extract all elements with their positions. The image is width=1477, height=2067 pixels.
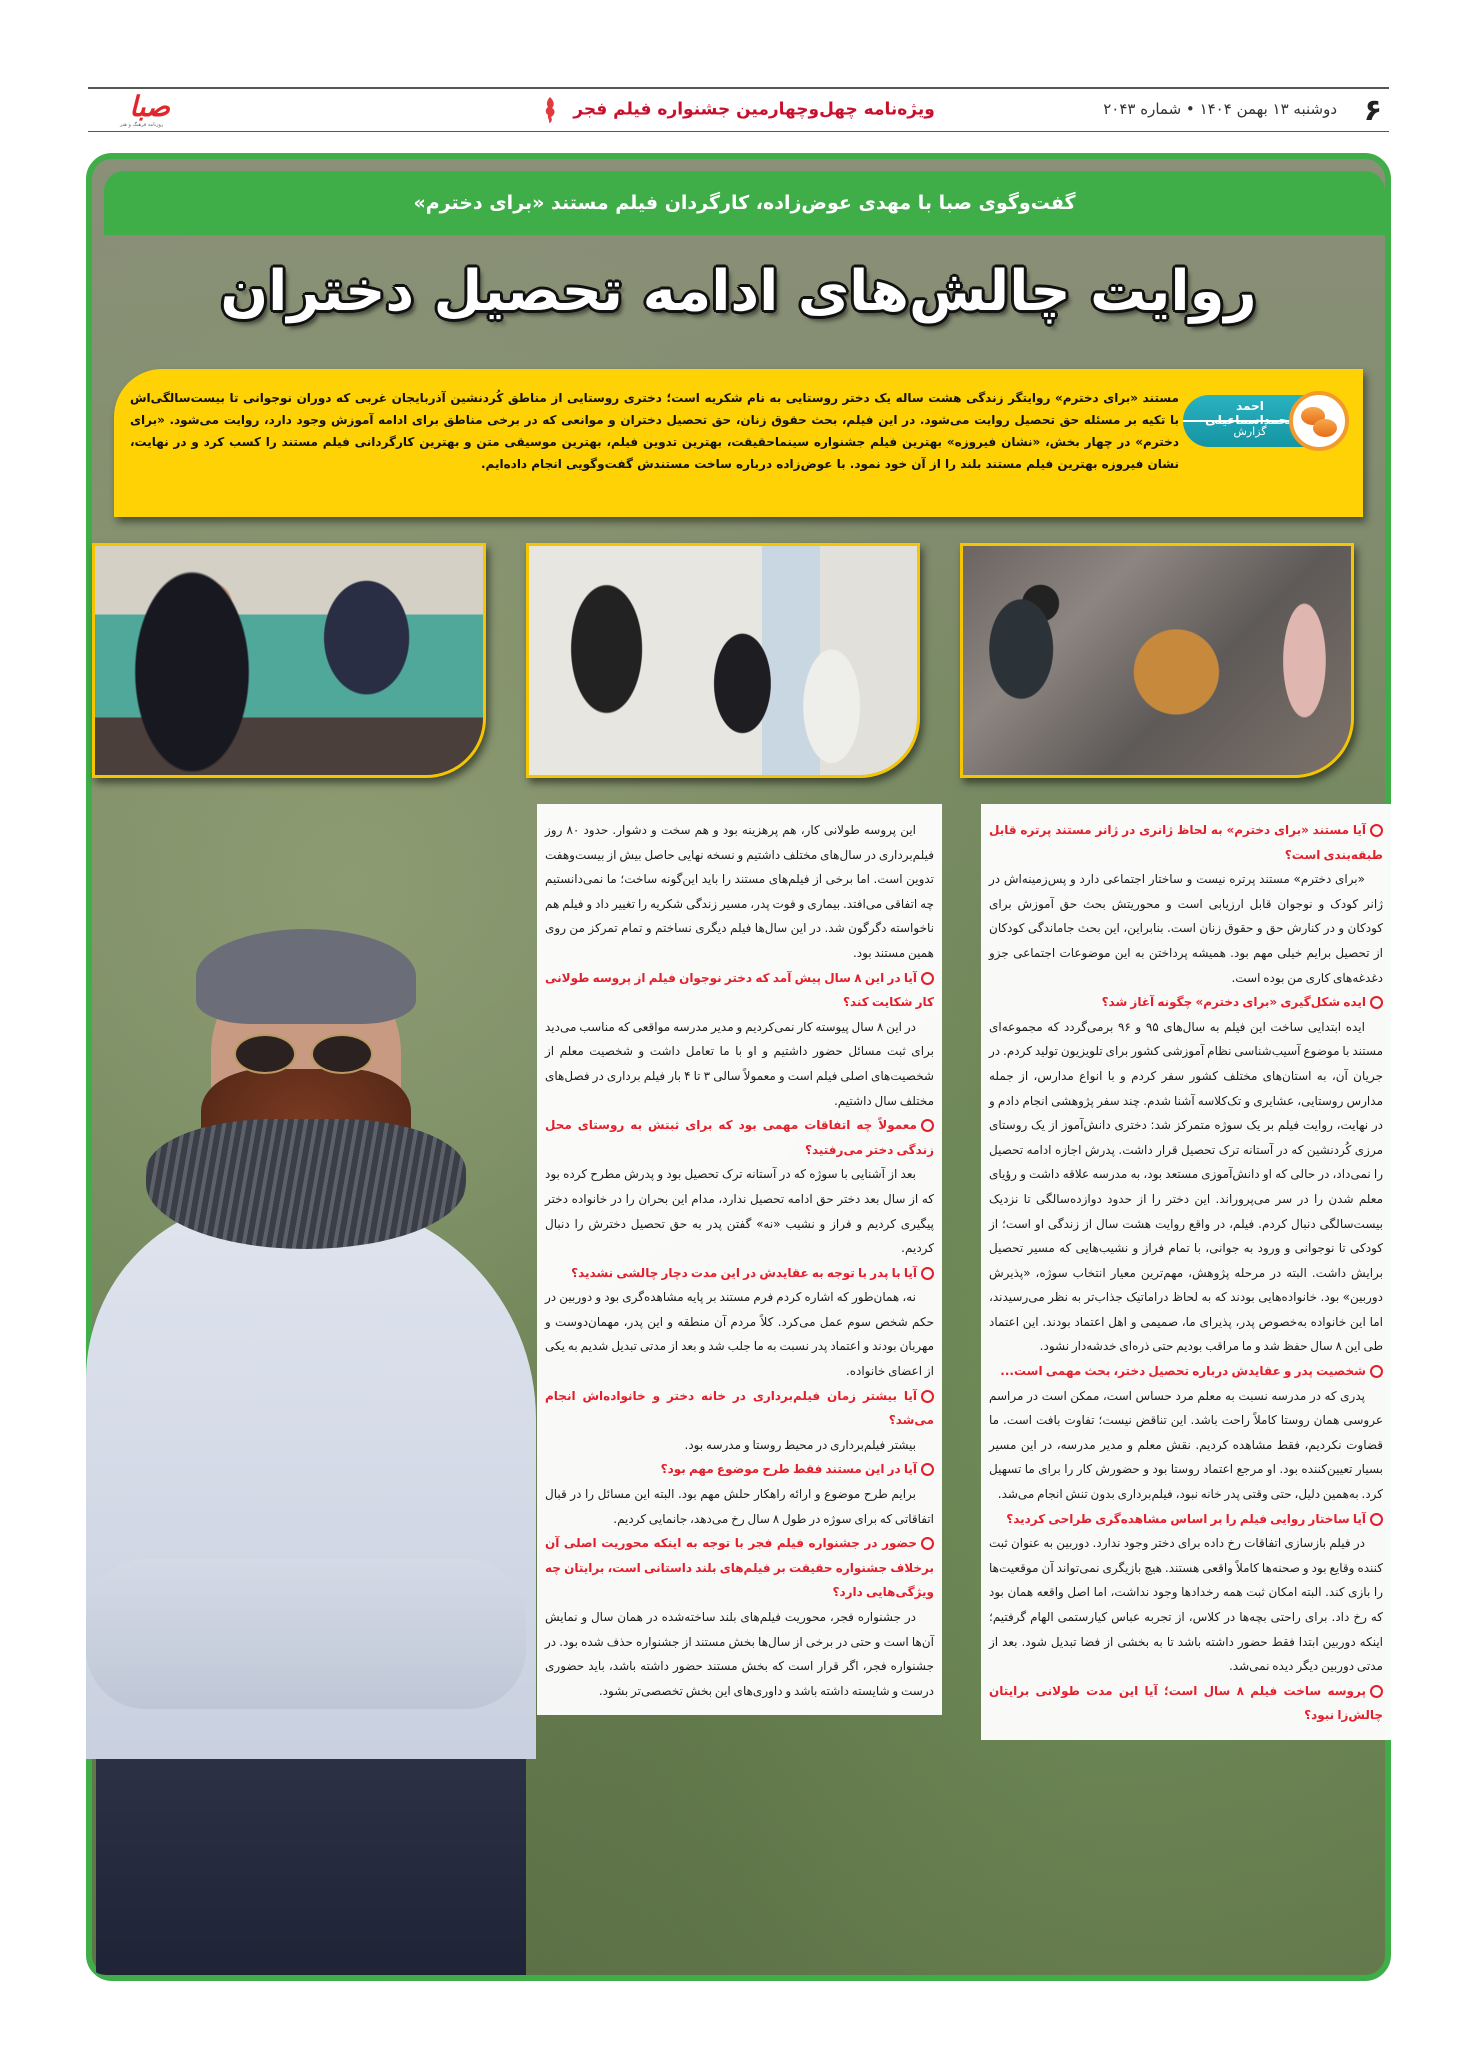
interview-answer: برایم طرح موضوع و ارائه راهکار حلش مهم بود. البته این مسائل را در قبال اتفاقاتی که برای سوژه در طول ۸ سال رخ می‌دهد، جانمایی کردیم. [545,1487,934,1526]
interview-question: حضور در جشنواره فیلم فجر با توجه به اینکه محوریت اصلی آن برخلاف جشنواره حقیقت بر فیلم‌های بلند داستانی است، برایتان چه ویژگی‌هایی دارد؟ [545,1531,934,1605]
text-column-right [981,804,1391,1740]
interview-answer: در فیلم بازسازی اتفاقات رخ داده برای دختر وجود ندارد. دوربین به عنوان ثبت کننده وقایع بود و صحنه‌ها کاملاً واقعی هستند. هیچ بازیگری نمی‌تواند آن موقعیت‌ها را بازی کند. البته امکان ثبت همه رخدادها وجود نداشت، اما اصل واقعه همان بود که رخ داد. برای راحتی بچه‌ها در کلاس، از تجربه عباس کیارستمی الهام گرفتیم؛ اینکه دوربین ابتدا فقط حضور داشته باشد تا به بخشی از فضا تبدیل شود. بعد از مدتی دوربین دیگر دیده نمی‌شد. [989,1536,1383,1674]
photo-classroom-filming[interactable] [526,543,920,778]
saba-logo[interactable] [90,92,170,128]
interview-answer: بعد از آشنایی با سوژه که در آستانه ترک تحصیل بود و پدرش مطرح کرده بود که از سال بعد دختر حق ادامه تحصیل ندارد، مدام این بحران را در خانواده دختر پیگیری کردیم و فراز و نشیب «نه» گفتن پدر به حق تحصیل دخترش را دنبال کردیم. [545,1167,934,1256]
interview-question: شخصیت پدر و عقایدش درباره تحصیل دختر، بحث مهمی است... [989,1359,1383,1384]
logo-tagline: روزنامه فرهنگ و هنر [120,122,164,128]
header-rule-top [88,87,1389,89]
interview-question: پروسه ساخت فیلم ۸ سال است؛ آیا این مدت طولانی برایتان چالش‌زا نبود؟ [989,1679,1383,1728]
interview-question: آیا بیشتر زمان فیلم‌برداری در خانه دختر و خانواده‌اش انجام می‌شد؟ [545,1384,934,1433]
interview-question: آیا در این مستند فقط طرح موضوع مهم بود؟ [545,1457,934,1482]
page-number: ۶ [1363,93,1382,128]
interview-answer: این پروسه طولانی کار، هم پرهزینه بود و هم سخت و دشوار. حدود ۸۰ روز فیلم‌برداری در سال‌های مختلف داشتیم و نسخه نهایی حاصل بیش از بیست‌وهفت تدوین است. اما برخی از فیلم‌های مستند را باید این‌گونه ساخت؛ ما نمی‌دانستیم چه اتفاقی می‌افتد. بیماری و فوت پدر، مسیر زندگی شکریه را تغییر داد و فیلم هم ناخواسته دگرگون شد. در این سال‌ها فیلم دیگری نساختم و تمام تمرکز من روی همین مستند بود. [545,823,934,960]
interview-question: ایده شکل‌گیری «برای دخترم» چگونه آغاز شد؟ [989,990,1383,1015]
article-frame [86,153,1391,1981]
special-issue-title: ویژه‌نامه چهل‌وچهارمین جشنواره فیلم فجر [573,99,935,120]
byline-role: گزارش [1233,425,1267,438]
photo-image [95,546,483,775]
issue-date: دوشنبه ۱۳ بهمن ۱۴۰۴ • شماره ۲۰۴۳ [1103,100,1337,118]
byline-badge [1175,391,1349,449]
photo-camera-crew-tent[interactable] [960,543,1354,778]
interview-answer: نه، همان‌طور که اشاره کردم فرم مستند بر پایه مشاهده‌گری بود و دوربین در حکم شخص سوم عمل می‌کرد. کلاً مردم آن منطقه و این پدر، مهمان‌دوست و مهربان بودند و اعتماد پدر نسبت به ما جلب شد و بعد از مدتی تبدیل شدیم به یکی از اعضای خانواده. [545,1290,934,1379]
interview-question: معمولاً چه اتفاقات مهمی بود که برای ثبتش به روستای محل زندگی دختر می‌رفتید؟ [545,1113,934,1162]
speech-bubble-icon [1289,391,1349,451]
interview-question: آیا مستند «برای دخترم» به لحاظ ژانری در ژانر مستند پرتره قابل طبقه‌بندی است؟ [989,818,1383,867]
portrait-pants [96,1739,526,1975]
interview-answer: بیشتر فیلم‌برداری در محیط روستا و مدرسه بود. [684,1437,916,1452]
interview-answer: پدری که در مدرسه نسبت به معلم مرد حساس است، ممکن است در مراسم عروسی همان روستا کاملاً راحت باشد. این تناقض نیست؛ تفاوت بافت است. ما قضاوت نکردیم، فقط مشاهده کردیم. نقش معلم و مدیر مدرسه، در این مسیر بسیار تعیین‌کننده بود. او مرجع اعتماد روستا بود و حضورش کار را برای ما تسهیل کرد. به‌همین دلیل، حتی وقتی پدر خانه نبود، فیلم‌برداری بدون تنش انجام می‌شد. [989,1388,1383,1502]
article-kicker: گفت‌وگوی صبا با مهدی عوض‌زاده، کارگردان فیلم مستند «برای دخترم» [413,192,1076,214]
photo-image [963,546,1351,775]
portrait-cap [196,929,416,1024]
interview-question: آیا در این ۸ سال پیش آمد که دختر نوجوان فیلم از پروسه طولانی کار شکایت کند؟ [545,966,934,1015]
lead-box [114,369,1363,517]
interview-question: آیا با پدر با توجه به عقایدش در این مدت دچار چالشی نشدید؟ [545,1261,934,1286]
photo-image [529,546,917,775]
portrait-mehdi-avazzadeh[interactable] [86,859,536,1975]
interview-answer: در این ۸ سال پیوسته کار نمی‌کردیم و مدیر مدرسه مواقعی که مناسب می‌دید برای ثبت مسائل حضور داشتیم و او با ما تعامل داشت و شخصیت معلم از شخصیت‌های اصلی فیلم است و معمولاً سالی ۳ تا ۴ بار فیلم برداری در فصل‌های مختلف سال داشتیم. [545,1019,934,1108]
lead-text: مستند «برای دخترم» روایتگر زندگی هشت ساله یک دختر روستایی به نام شکریه است؛ دختری روستایی از مناطق کُردنشین آذربایجان غربی که دوران نوجوانی تا بیست‌سالگی‌اش با تکیه بر مسئله حق تحصیل روایت می‌شود. در این فیلم، بحث حقوق زنان، حق تحصیل دختران و موانعی که در برخی مناطق برای ادامه آموزش وجود دارد، روایت می‌شود. «برای دخترم» در چهار بخش، «نشان فیروزه» بهترین فیلم جشنواره سینماحقیقت، بهترین تدوین فیلم، بهترین موسیقی متن و بهترین کارگردانی فیلم مستند را کسب کرد و در نهایت، نشان فیروزه بهترین فیلم مستند بلند را از آن خود نمود. با عوض‌زاده درباره ساخت مستندش گفت‌وگویی انجام داده‌ایم. [130,391,1179,471]
text-column-middle [537,804,942,1715]
logo-wordmark: صبا [129,90,170,123]
photo-weaving-scene[interactable] [92,543,486,778]
kicker-bar [104,171,1385,235]
fajr-simorgh-icon [542,96,558,124]
byline-name: احمد [1236,399,1264,413]
interview-answer: ایده ابتدایی ساخت این فیلم به سال‌های ۹۵ و ۹۶ برمی‌گردد که مجموعه‌ای مستند با موضوع آسیب‌شناسی نظام آموزشی کشور برای تلویزیون تولید کردم. در جریان آن، به استان‌های مختلف کشور سفر کردم و با انواع مدارس، از جمله مدارس روستایی، عشایری و تک‌کلاسه آشنا شدم. چند سفر پژوهشی انجام دادم و در نهایت، روایت فیلم بر یک سوژه متمرکز شد: دختری دانش‌آموز از یک روستای مرزی کُردنشین که در آستانه ترک تحصیل قرار داشت. پدرش اجازه ادامه تحصیل را نمی‌داد، در حالی که او دانش‌آموزی مستعد بود، به مدرسه علاقه داشت و رؤیای معلم شدن را در سر می‌پروراند. این دختر را از حدود دوازده‌سالگی تا نزدیک بیست‌سالگی دنبال کردم. فیلم، در واقع روایت هشت سال از زندگی او است؛ از کودکی تا نوجوانی و ورود به جوانی، با تمام فراز و نشیب‌هایی که مسیر تحصیل برایش داشت. البته در مرحله پژوهش، مهم‌ترین معیار انتخاب سوژه، «پذیرش دوربین» بود. خانواده‌هایی بودند که به لحاظ دراماتیک جذاب‌تر به نظر می‌رسیدند، اما این خانواده به‌خصوص پدر، پذیرای ما، صمیمی و اهل اعتماد بودند. این اعتماد طی این ۸ سال حفظ شد و ما مراقب بودیم حتی ذره‌ای خدشه‌دار نشود. [989,1019,1383,1354]
interview-answer: «برای دخترم» مستند پرتره نیست و ساختار اجتماعی دارد و پس‌زمینه‌اش در ژانر کودک و نوجوان قابل ارزیابی است و محوریتش بحث حق آموزش برای کودکان و در کنارش حق و حقوق زنان است. بنابراین، این بحث جاماندگی کودکان از تحصیل برایم خیلی مهم بود. همیشه پرداختن به این موضوعات اجتماعی جزو دغدغه‌های کاری من بوده است. [989,872,1383,985]
article-headline: روایت چالش‌های ادامه تحصیل دختران [220,259,1257,324]
portrait-arms [86,1559,526,1709]
interview-answer: در جشنواره فجر، محوریت فیلم‌های بلند ساخته‌شده در همان سال و نمایش آن‌ها است و حتی در برخی از سال‌ها بخش مستند از جشنواره حذف شده بود. در جشنواره فجر، اگر قرار است که بخش مستند حضور داشته باشد، باید حضوری درست و شایسته داشته باشد و داوری‌های این بخش تخصصی‌تر بشود. [545,1610,934,1698]
portrait-sunglasses-right [311,1034,373,1074]
portrait-sunglasses-left [234,1034,296,1074]
header-rule-bottom [88,131,1389,132]
portrait-scarf [146,1119,466,1249]
special-issue-banner [0,96,1477,124]
interview-question: آیا ساختار روایی فیلم را بر اساس مشاهده‌گری طراحی کردید؟ [989,1507,1383,1532]
